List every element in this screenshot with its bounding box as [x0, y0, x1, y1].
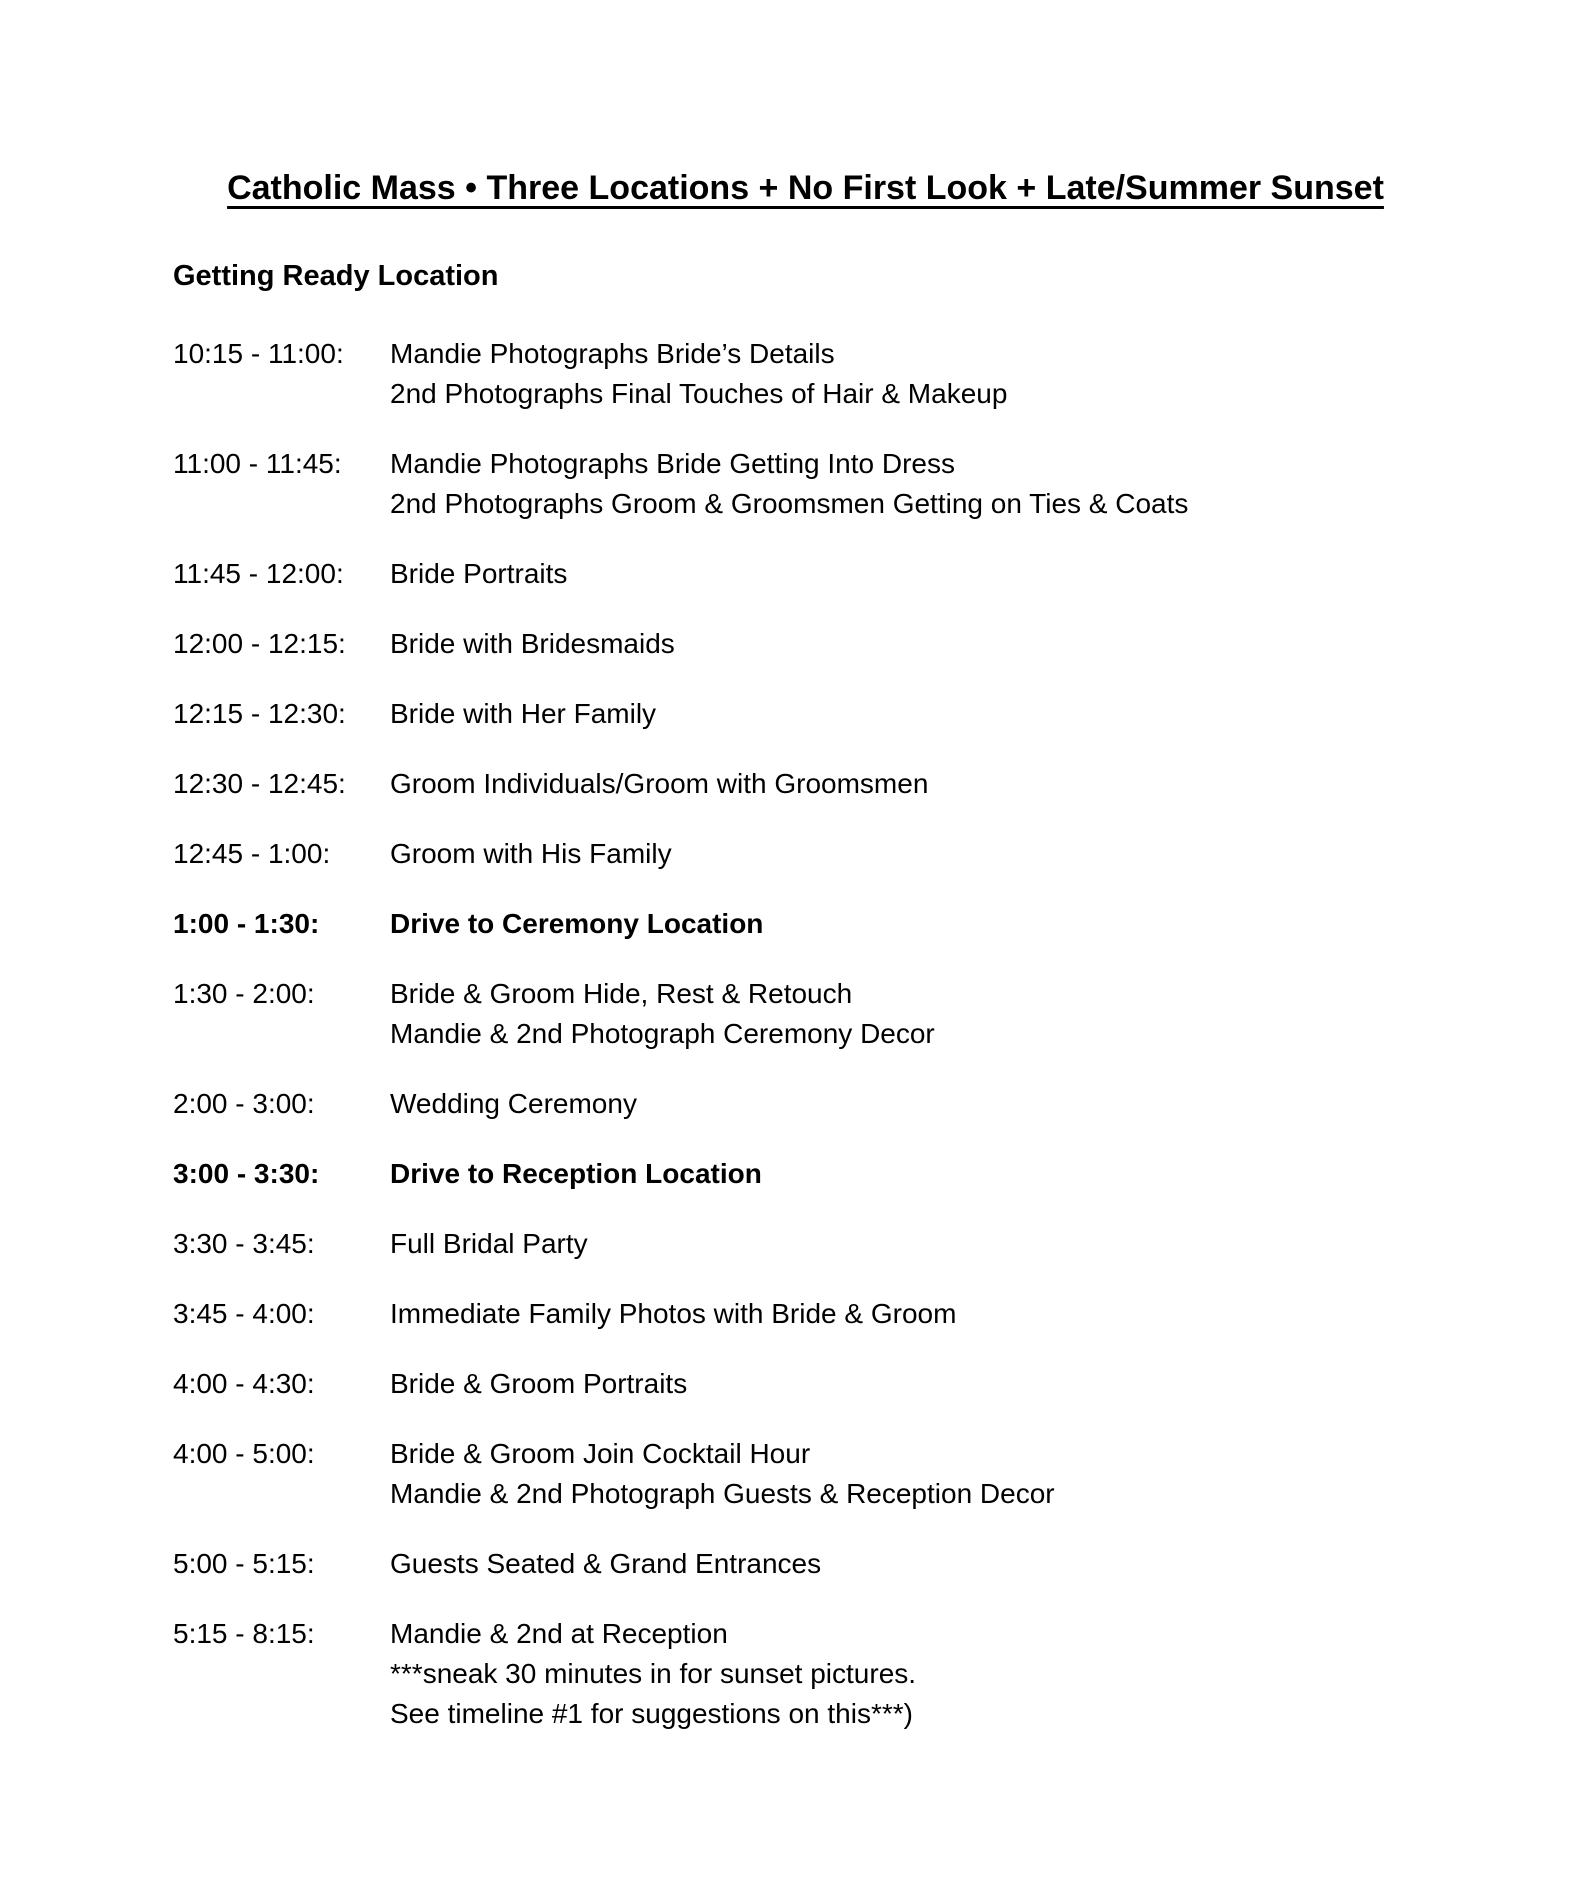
timeline-entry	[173, 764, 1438, 804]
entry-time: 1:00 - 1:30:	[173, 908, 320, 939]
entry-lines	[390, 624, 1438, 664]
entry-lines	[390, 694, 1438, 734]
timeline-entry	[173, 694, 1438, 734]
timeline-entry	[173, 444, 1438, 524]
entry-time: 1:30 - 2:00:	[173, 978, 315, 1009]
entry-line: Bride & Groom Join Cocktail Hour	[390, 1438, 811, 1469]
entry-time: 12:45 - 1:00:	[173, 838, 331, 869]
entry-time: 4:00 - 5:00:	[173, 1438, 315, 1469]
entry-lines	[390, 1224, 1438, 1264]
entry-time: 12:00 - 12:15:	[173, 628, 346, 659]
entry-line: 2nd Photographs Groom & Groomsmen Getting on Ties & Coats	[390, 488, 1189, 519]
entry-lines	[390, 1364, 1438, 1404]
entry-time: 12:15 - 12:30:	[173, 698, 346, 729]
entry-lines	[390, 1614, 1438, 1734]
entry-lines	[390, 1294, 1438, 1334]
entry-lines	[390, 554, 1438, 594]
entry-line: Wedding Ceremony	[390, 1088, 637, 1119]
entry-time: 3:00 - 3:30:	[173, 1158, 320, 1189]
entry-line: Guests Seated & Grand Entrances	[390, 1548, 822, 1579]
entry-time: 3:30 - 3:45:	[173, 1228, 315, 1259]
timeline-entry	[173, 1224, 1438, 1264]
entry-line: Drive to Ceremony Location	[390, 908, 764, 939]
timeline-entries	[173, 334, 1438, 1734]
entry-lines	[390, 1544, 1438, 1584]
timeline-entry	[173, 1544, 1438, 1584]
entry-time: 12:30 - 12:45:	[173, 768, 346, 799]
entry-time: 4:00 - 4:30:	[173, 1368, 315, 1399]
entry-line: Drive to Reception Location	[390, 1158, 762, 1189]
entry-line: ***sneak 30 minutes in for sunset pictures.	[390, 1658, 917, 1689]
entry-time: 11:45 - 12:00:	[173, 558, 344, 589]
entry-line: See timeline #1 for suggestions on this***)	[390, 1698, 913, 1729]
section-heading: Getting Ready Location	[173, 260, 499, 292]
entry-line: Bride Portraits	[390, 558, 568, 589]
timeline-entry	[173, 1614, 1438, 1734]
entry-lines	[390, 334, 1438, 414]
entry-line: Bride & Groom Hide, Rest & Retouch	[390, 978, 853, 1009]
entry-lines	[390, 444, 1438, 524]
document-title	[173, 168, 1438, 208]
entry-line: Mandie Photographs Bride Getting Into Dress	[390, 448, 955, 479]
entry-line: Mandie & 2nd Photograph Ceremony Decor	[390, 1018, 935, 1049]
timeline-entry	[173, 834, 1438, 874]
entry-time: 5:00 - 5:15:	[173, 1548, 315, 1579]
entry-lines	[390, 764, 1438, 804]
timeline-entry	[173, 974, 1438, 1054]
timeline-entry	[173, 1084, 1438, 1124]
entry-line: Bride with Bridesmaids	[390, 628, 675, 659]
entry-lines	[390, 1084, 1438, 1124]
timeline-entry	[173, 1364, 1438, 1404]
entry-line: Groom with His Family	[390, 838, 672, 869]
entry-lines	[390, 1154, 1438, 1194]
entry-line: Full Bridal Party	[390, 1228, 588, 1259]
entry-lines	[390, 974, 1438, 1054]
timeline-entry	[173, 624, 1438, 664]
entry-lines	[390, 1434, 1438, 1514]
timeline-entry	[173, 904, 1438, 944]
entry-line: Bride & Groom Portraits	[390, 1368, 688, 1399]
timeline-entry	[173, 334, 1438, 414]
entry-lines	[390, 904, 1438, 944]
entry-line: Mandie Photographs Bride’s Details	[390, 338, 835, 369]
timeline-entry	[173, 554, 1438, 594]
entry-line: Bride with Her Family	[390, 698, 657, 729]
document-title-text: Catholic Mass • Three Locations + No First Look + Late/Summer Sunset	[227, 169, 1384, 207]
timeline-entry	[173, 1434, 1438, 1514]
entry-line: Mandie & 2nd at Reception	[390, 1618, 728, 1649]
timeline-entry	[173, 1154, 1438, 1194]
entry-lines	[390, 834, 1438, 874]
entry-line: Groom Individuals/Groom with Groomsmen	[390, 768, 929, 799]
entry-time: 3:45 - 4:00:	[173, 1298, 315, 1329]
entry-time: 10:15 - 11:00:	[173, 338, 344, 369]
entry-line: Mandie & 2nd Photograph Guests & Reception Decor	[390, 1478, 1055, 1509]
entry-line: 2nd Photographs Final Touches of Hair & Makeup	[390, 378, 1008, 409]
entry-time: 2:00 - 3:00:	[173, 1088, 315, 1119]
entry-time: 5:15 - 8:15:	[173, 1618, 315, 1649]
entry-line: Immediate Family Photos with Bride & Groom	[390, 1298, 957, 1329]
timeline-entry	[173, 1294, 1438, 1334]
entry-time: 11:00 - 11:45:	[173, 448, 342, 479]
